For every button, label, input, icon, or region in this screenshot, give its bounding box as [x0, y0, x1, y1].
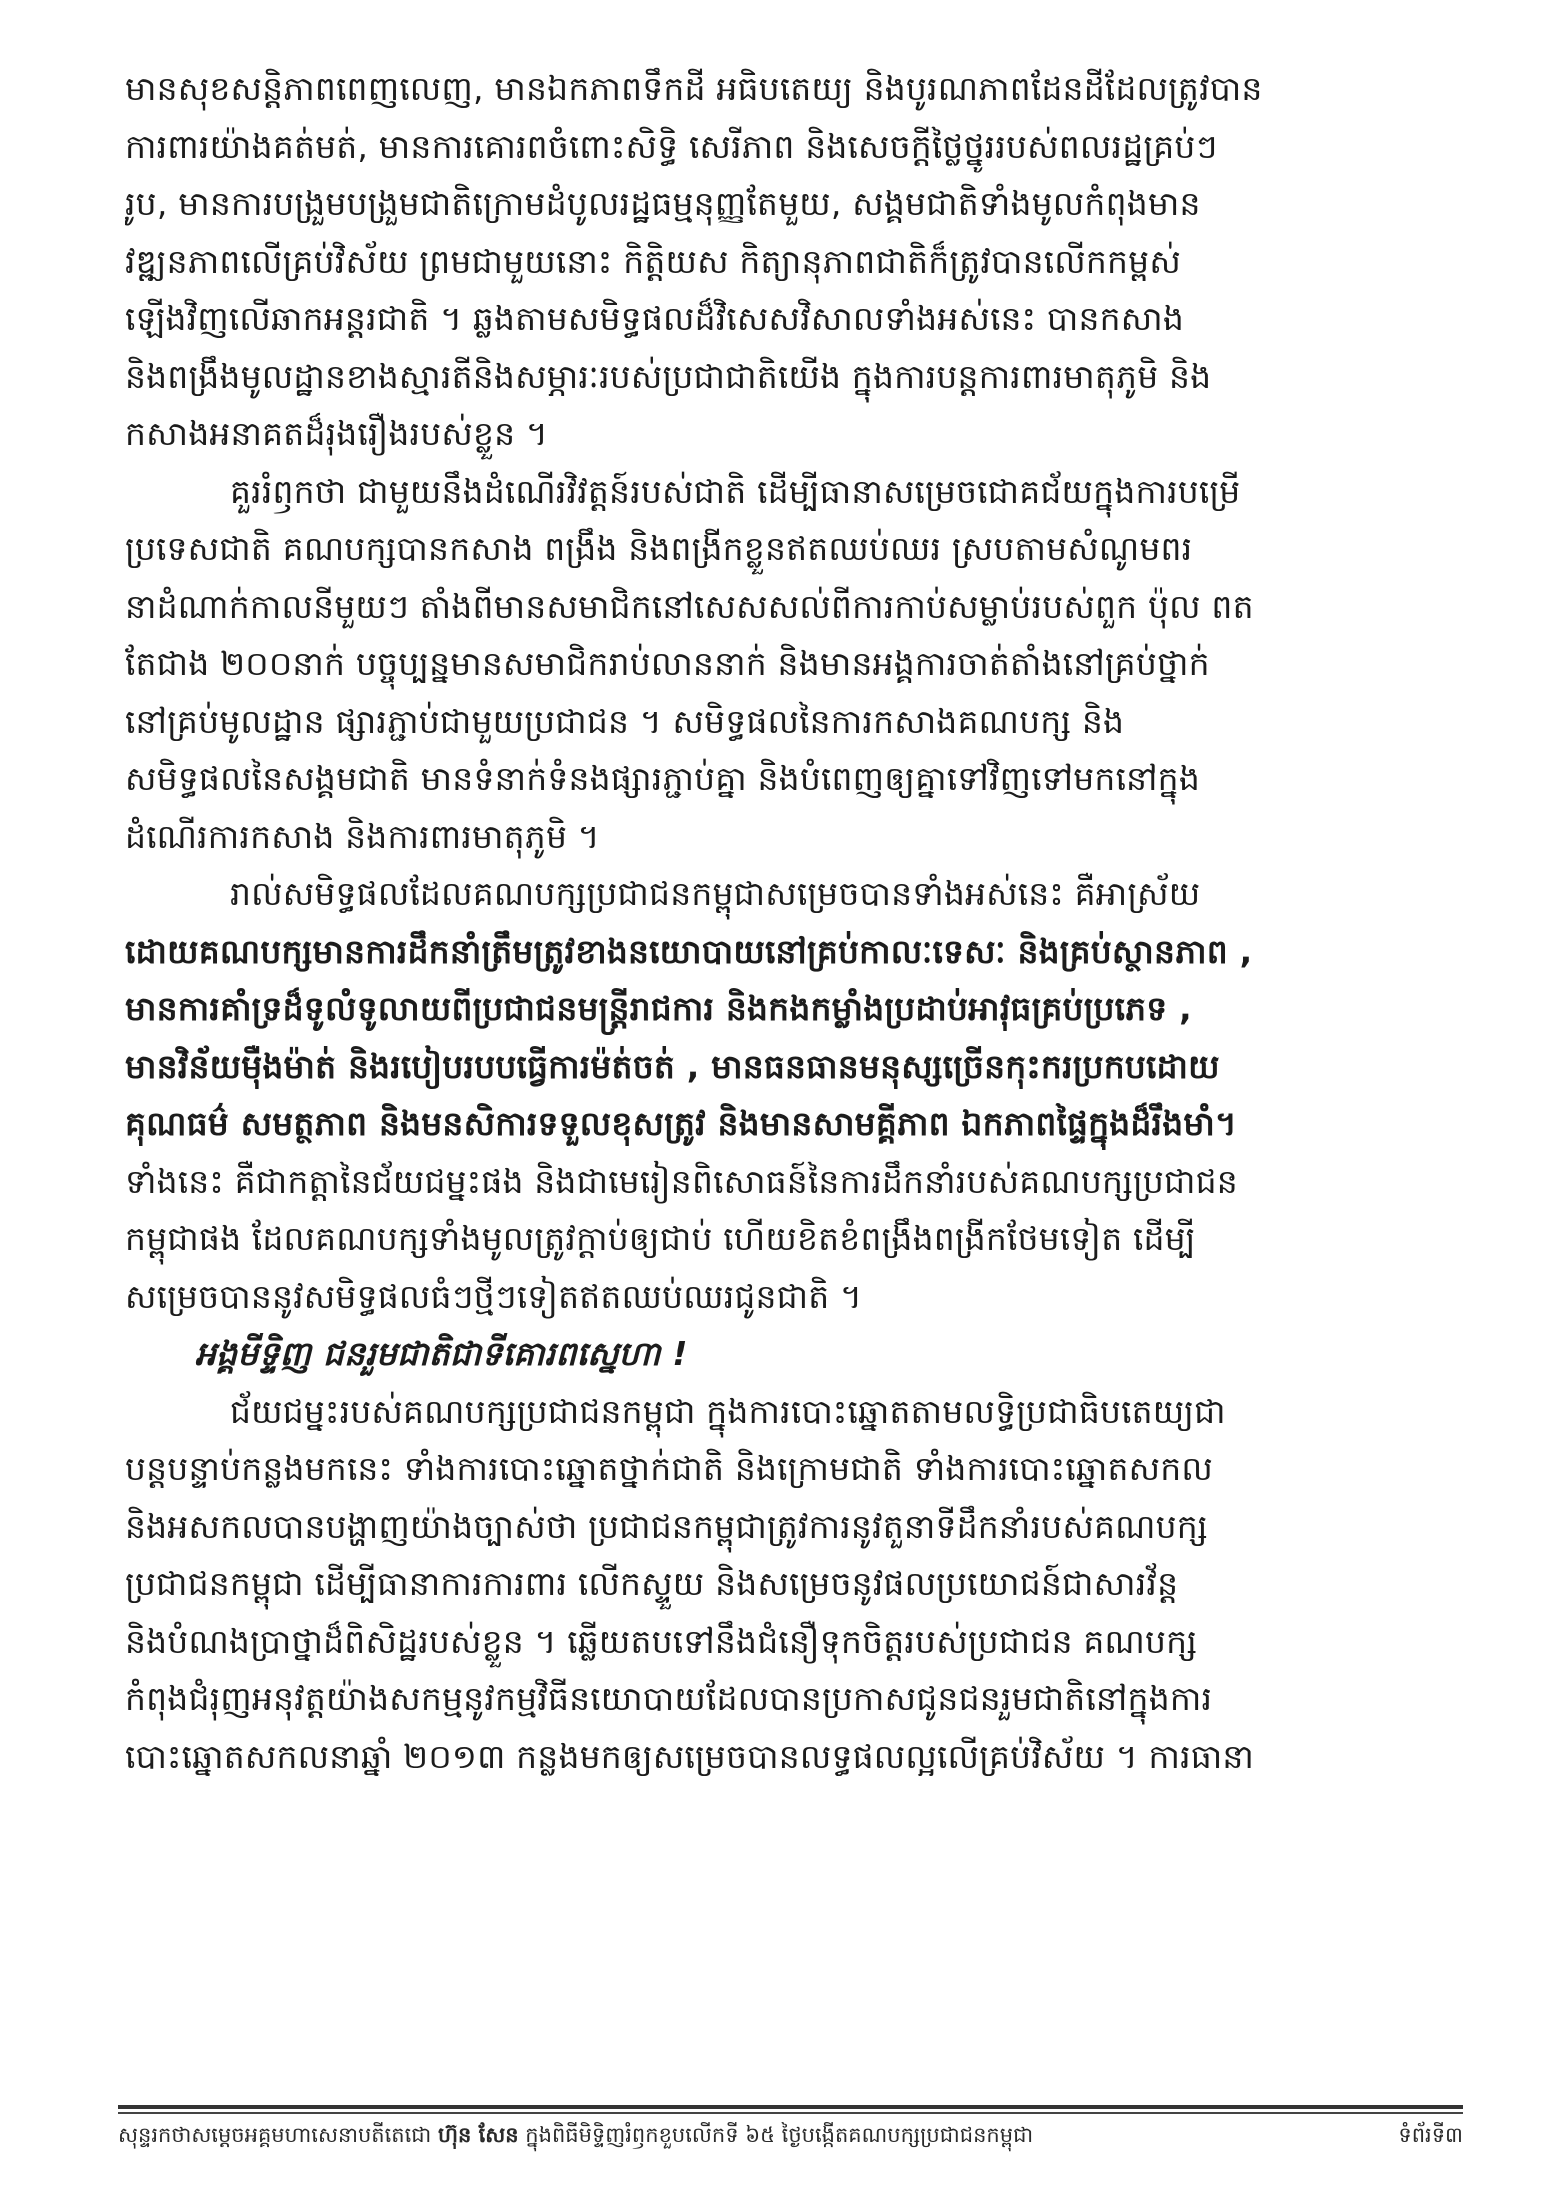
paragraph-line: នាដំណាក់កាលនីមួយៗ តាំងពីមានសមាជិកនៅសេសសល់ពីការកាប់សម្លាប់របស់ពួក ប៉ុល ពត [125, 586, 1254, 626]
bold-paragraph-line: មានការគាំទ្រដ៏ទូលំទូលាយពីប្រជាជនមន្ត្រីរាជការ និងកងកម្លាំងប្រដាប់អាវុធគ្រប់ប្រភេទ , [125, 989, 1192, 1028]
paragraph-line: និងពង្រឹងមូលដ្ឋានខាងស្មារតីនិងសម្ភារៈរបស់ប្រជាជាតិយើង ក្នុងការបន្តការពារមាតុភូមិ និង [125, 356, 1212, 396]
paragraph-line: រូប, មានការបង្រួមបង្រួមជាតិក្រោមដំបូលរដ្ឋធម្មនុញ្ញតែមួយ, សង្គមជាតិទាំងមូលកំពុងមាន [125, 184, 1201, 223]
paragraph-line: និងបំណងប្រាថ្នាដ៏ពិសិដ្ឋរបស់ខ្លួន ។ ឆ្លើយតបទៅនឹងជំនឿទុកចិត្តរបស់ប្រជាជន គណបក្ស [125, 1621, 1198, 1661]
paragraph-line: មានសុខសន្តិភាពពេញលេញ, មានឯកភាពទឹកដី អធិបតេយ្យ និងបូរណភាពដែនដីដែលត្រូវបាន [125, 69, 1263, 108]
paragraph-4 [125, 1383, 1465, 1786]
paragraph-line: បោះឆ្នោតសកលនាឆ្នាំ ២០១៣ កន្លងមកឲ្យសម្រេចបានលទ្ធផលល្អលើគ្រប់វិស័យ ។ ការធានា [125, 1736, 1255, 1776]
footer-row [118, 2122, 1463, 2153]
footer-rule-thin [118, 2112, 1463, 2114]
paragraph-line: ឡើងវិញលើឆាកអន្តរជាតិ ។ ឆ្លងតាមសមិទ្ធផលដ៏វិសេសវិសាលទាំងអស់នេះ បានកសាង [125, 299, 1185, 338]
paragraph-line: ប្រទេសជាតិ គណបក្សបានកសាង ពង្រឹង និងពង្រីកខ្លួនឥតឈប់ឈរ ស្របតាមសំណូមពរ [125, 529, 1193, 568]
paragraph-line: កម្ពុជាផង ដែលគណបក្សទាំងមូលត្រូវក្តាប់ឲ្យជាប់ ហើយខិតខំពង្រឹងពង្រីកថែមទៀត ដើម្បី [125, 1219, 1196, 1258]
paragraph-line: សមិទ្ធផលនៃសង្គមជាតិ មានទំនាក់ទំនងផ្សារភ្ជាប់គ្នា និងបំពេញឲ្យគ្នាទៅវិញទៅមកនៅក្នុង [125, 759, 1200, 798]
page-number: ទំព័រទី៣ [1398, 2123, 1463, 2147]
paragraph-line: កសាងអនាគតដ៏រុងរឿងរបស់ខ្លួន ។ [125, 414, 548, 453]
paragraph-line: ទាំងនេះ គឺជាកត្តានៃជ័យជម្នះផង និងជាមេរៀនពិសោធន៍នៃការដឹកនាំរបស់គណបក្សប្រជាជន [125, 1161, 1238, 1201]
paragraph-line: វឌ្ឍនភាពលើគ្រប់វិស័យ ព្រមជាមួយនោះ កិត្តិយស កិត្យានុភាពជាតិក៏ត្រូវបានលើកកម្ពស់ [125, 241, 1181, 281]
footer-caption [118, 2122, 1033, 2153]
speech-body [125, 60, 1465, 1785]
salutation-heading [125, 1325, 1465, 1383]
paragraph-line: រាល់សមិទ្ធផលដែលគណបក្សប្រជាជនកម្ពុជាសម្រេចបានទាំងអស់នេះ គឺអាស្រ័យ [230, 874, 1201, 913]
bold-paragraph-line: ដោយគណបក្សមានការដឹកនាំត្រឹមត្រូវខាងនយោបាយនៅគ្រប់កាលៈទេសៈ និងគ្រប់ស្ថានភាព , [125, 931, 1253, 971]
heading-line: អង្គមីទ្ទិញ ជនរួមជាតិជាទីគោរពស្នេហា ! [195, 1334, 688, 1373]
bold-paragraph-line: គុណធម៌ សមត្ថភាព និងមនសិការទទួលខុសត្រូវ និងមានសាមគ្គីភាព ឯកភាពផ្ទៃក្នុងដ៏រឹងមាំ។ [125, 1104, 1237, 1143]
footer-text-after: ក្នុងពិធីមិទ្ទិញរំឭកខួបលើកទី ៦៥ ថ្ងៃបង្កើតគណបក្សប្រជាជនកម្ពុជា [525, 2123, 1034, 2147]
paragraph-line: បន្តបន្ទាប់កន្លងមកនេះ ទាំងការបោះឆ្នោតថ្នាក់ជាតិ និងក្រោមជាតិ ទាំងការបោះឆ្នោតសកល [125, 1449, 1213, 1488]
paragraph-3 [125, 865, 1465, 1325]
paragraph-line: និងអសកលបានបង្ហាញយ៉ាងច្បាស់ថា ប្រជាជនកម្ពុជាត្រូវការនូវតួនាទីដឹកនាំរបស់គណបក្ស [125, 1506, 1208, 1546]
paragraph-1 [125, 60, 1465, 463]
footer-speaker-name: ហ៊ុន សែន [437, 2123, 519, 2147]
footer-rule-thick [118, 2105, 1463, 2109]
page-footer [118, 2105, 1463, 2153]
paragraph-line: គួររំឭកថា ជាមួយនឹងដំណើរវិវត្តន៍របស់ជាតិ ដើម្បីធានាសម្រេចជោគជ័យក្នុងការបម្រើ [230, 471, 1241, 511]
paragraph-line: កំពុងជំរុញអនុវត្តយ៉ាងសកម្មនូវកម្មវិធីនយោបាយដែលបានប្រកាសជូនជនរួមជាតិនៅក្នុងការ [125, 1679, 1213, 1718]
paragraph-line: ជ័យជម្នះរបស់គណបក្សប្រជាជនកម្ពុជា ក្នុងការបោះឆ្នោតតាមលទ្ធិប្រជាធិបតេយ្យជា [230, 1391, 1226, 1431]
paragraph-line: សម្រេចបាននូវសមិទ្ធផលធំៗថ្មីៗទៀតឥតឈប់ឈរជូនជាតិ ។ [125, 1276, 863, 1316]
paragraph-2 [125, 463, 1465, 866]
paragraph-line: ការពារយ៉ាងគត់មត់, មានការគោរពចំពោះសិទ្ធិ សេរីភាព និងសេចក្តីថ្លៃថ្នូររបស់ពលរដ្ឋគ្រប់ៗ [125, 126, 1218, 166]
bold-paragraph-line: មានវិន័យម៉ឺងម៉ាត់ និងរបៀបរបបធ្វើការម៉ត់ចត់ , មានធនធានមនុស្សច្រើនកុះករប្រកបដោយ [125, 1046, 1220, 1086]
paragraph-line: ប្រជាជនកម្ពុជា ដើម្បីធានាការការពារ លើកស្ទួយ និងសម្រេចនូវផលប្រយោជន៍ជាសារវ័ន្ត [125, 1564, 1179, 1603]
footer-text-before: សុន្ទរកថាសម្តេចអគ្គមហាសេនាបតីតេជោ [118, 2123, 432, 2147]
paragraph-line: តែជាង ២០០នាក់ បច្ចុប្បន្នមានសមាជិករាប់លាននាក់ និងមានអង្គការចាត់តាំងនៅគ្រប់ថ្នាក់ [125, 644, 1210, 683]
paragraph-line: នៅគ្រប់មូលដ្ឋាន ផ្សារភ្ជាប់ជាមួយប្រជាជន ។ សមិទ្ធផលនៃការកសាងគណបក្ស និង [125, 701, 1125, 741]
paragraph-line: ដំណើរការកសាង និងការពារមាតុភូមិ ។ [125, 816, 600, 856]
